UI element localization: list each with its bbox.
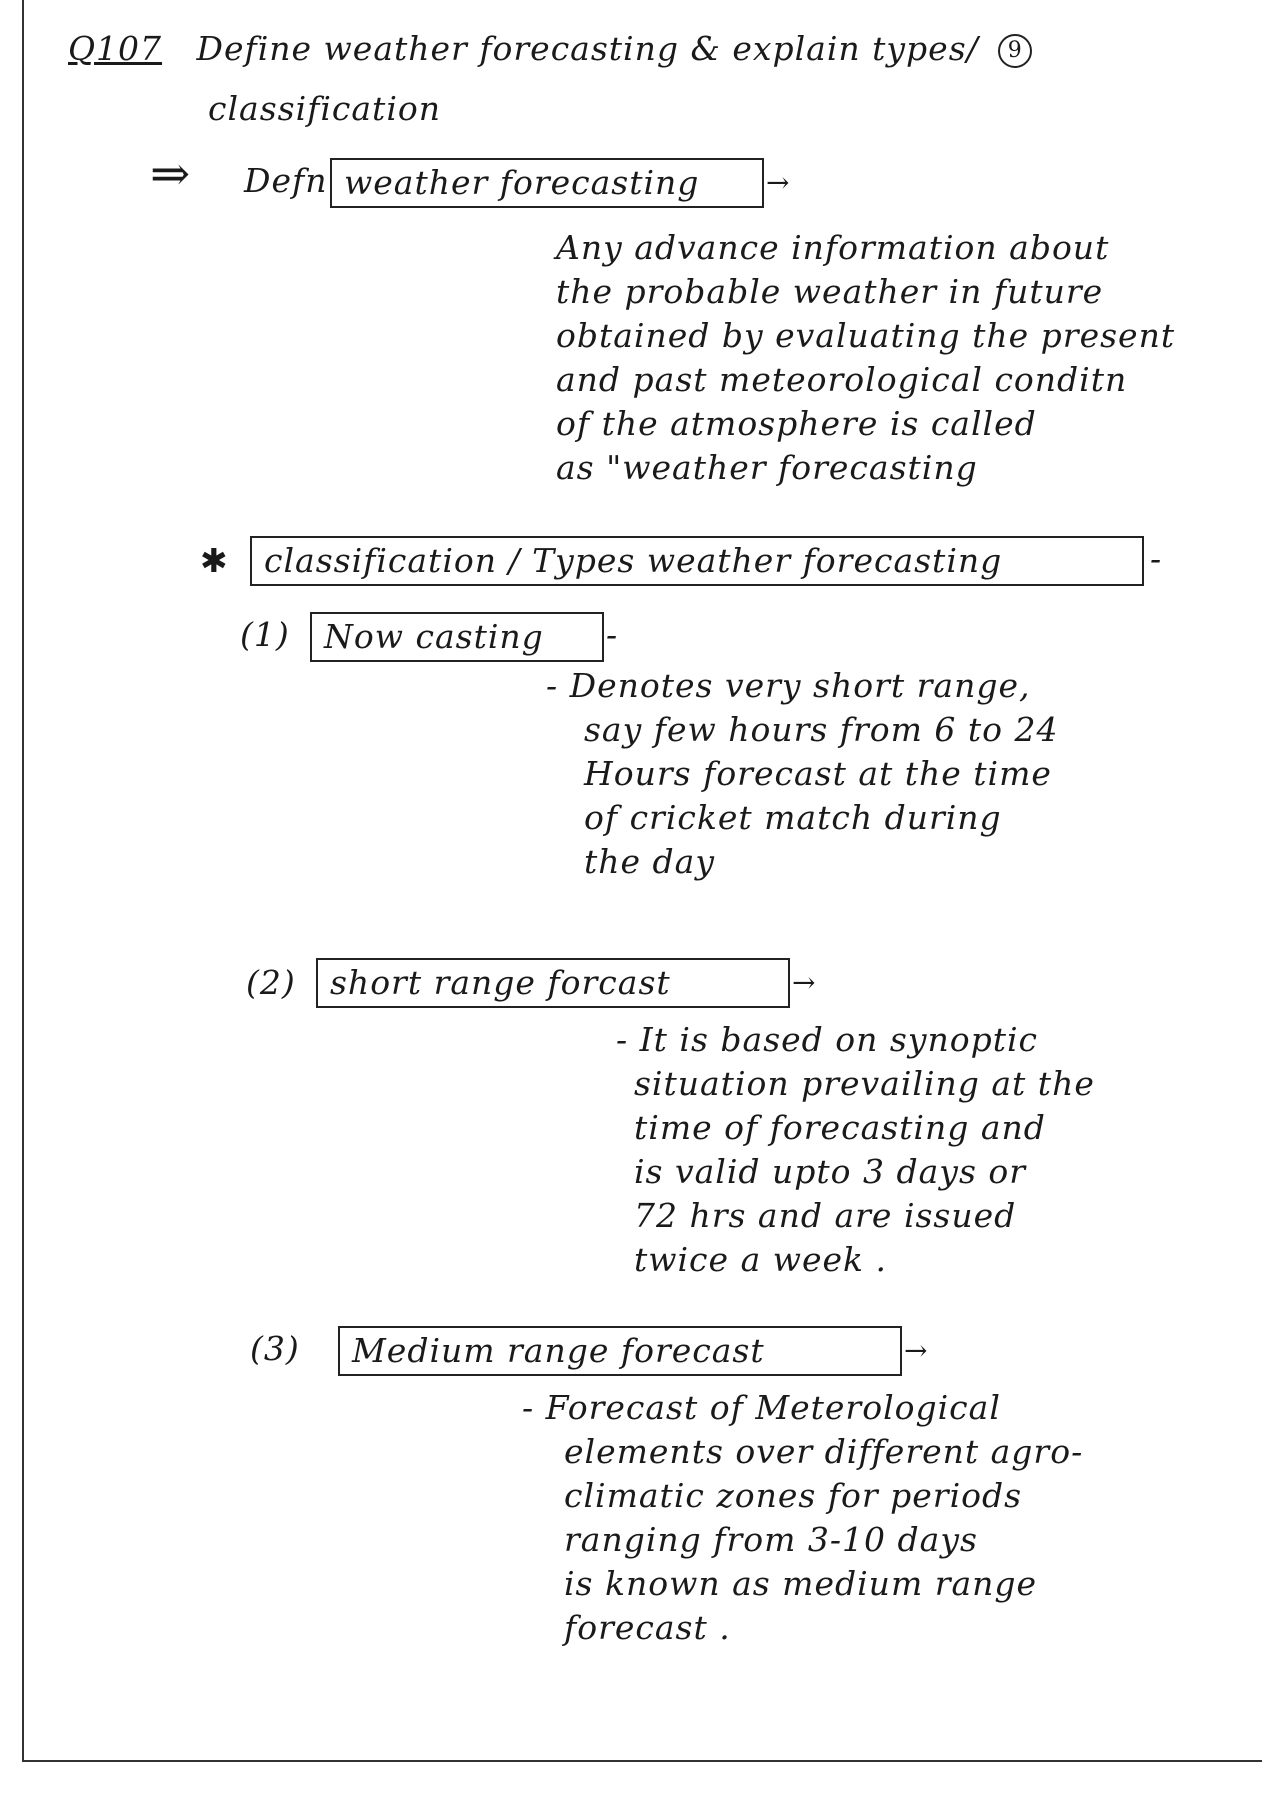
question-number: Q107	[68, 29, 163, 68]
type-1-dash: -	[606, 615, 619, 654]
type-3-heading-box	[338, 1326, 902, 1376]
type-3-line: forecast .	[564, 1608, 731, 1647]
type-1-line: Hours forecast at the time	[584, 754, 1052, 793]
definition-paragraph	[556, 226, 1175, 490]
type-1-line: say few hours from 6 to 24	[584, 710, 1059, 749]
marks-badge: 9	[998, 34, 1032, 68]
arrow-right-icon: →	[766, 166, 790, 199]
definition-label: Defn	[244, 161, 328, 200]
type-1-heading-box	[310, 612, 604, 662]
type-2-paragraph	[616, 1018, 1095, 1282]
left-margin-line	[22, 0, 24, 1760]
type-2-heading-box	[316, 958, 790, 1008]
type-3-line: elements over different agro-	[564, 1432, 1084, 1471]
question-text: Define weather forecasting & explain types/	[196, 29, 979, 68]
type-3-number: (3)	[250, 1329, 300, 1368]
definition-heading-box	[330, 158, 764, 208]
question-text-line2: classification	[208, 89, 441, 128]
classification-heading-box	[250, 536, 1144, 586]
type-2-line: - It is based on synoptic	[616, 1020, 1039, 1059]
type-1-heading: Now casting	[324, 617, 544, 656]
implies-arrow-icon: ⇒	[150, 146, 191, 202]
type-3-line: - Forecast of Meterological	[522, 1388, 1001, 1427]
definition-line: obtained by evaluating the present	[556, 316, 1176, 355]
type-2-line: 72 hrs and are issued	[634, 1196, 1017, 1235]
type-2-line: is valid upto 3 days or	[634, 1152, 1027, 1191]
type-3-heading: Medium range forecast	[352, 1331, 765, 1370]
classification-heading: classification / Types weather forecasting	[264, 541, 1003, 580]
classification-suffix: -	[1150, 539, 1163, 578]
type-2-heading: short range forcast	[330, 963, 671, 1002]
asterisk-icon: ✱	[200, 541, 229, 580]
type-2-line: situation prevailing at the	[634, 1064, 1095, 1103]
type-1-line: of cricket match during	[584, 798, 1002, 837]
type-3-line: climatic zones for periods	[564, 1476, 1023, 1515]
definition-line: of the atmosphere is called	[556, 404, 1037, 443]
type-1-line: - Denotes very short range,	[546, 666, 1031, 705]
type-2-number: (2)	[246, 963, 296, 1002]
definition-line: and past meteorological conditn	[556, 360, 1128, 399]
type-1-line: the day	[584, 842, 715, 881]
question-header	[68, 28, 1032, 70]
type-3-line: is known as medium range	[564, 1564, 1038, 1603]
definition-heading: weather forecasting	[344, 163, 700, 202]
arrow-right-icon: →	[904, 1334, 928, 1367]
type-2-line: time of forecasting and	[634, 1108, 1046, 1147]
type-1-number: (1)	[240, 615, 290, 654]
type-3-paragraph	[522, 1386, 1083, 1650]
type-1-paragraph	[546, 664, 1059, 884]
bottom-rule	[22, 1760, 1262, 1762]
definition-line: as "weather forecasting	[556, 448, 978, 487]
type-3-line: ranging from 3-10 days	[564, 1520, 978, 1559]
arrow-right-icon: →	[792, 966, 816, 999]
type-2-line: twice a week .	[634, 1240, 888, 1279]
definition-line: the probable weather in future	[556, 272, 1104, 311]
definition-line: Any advance information about	[556, 228, 1110, 267]
